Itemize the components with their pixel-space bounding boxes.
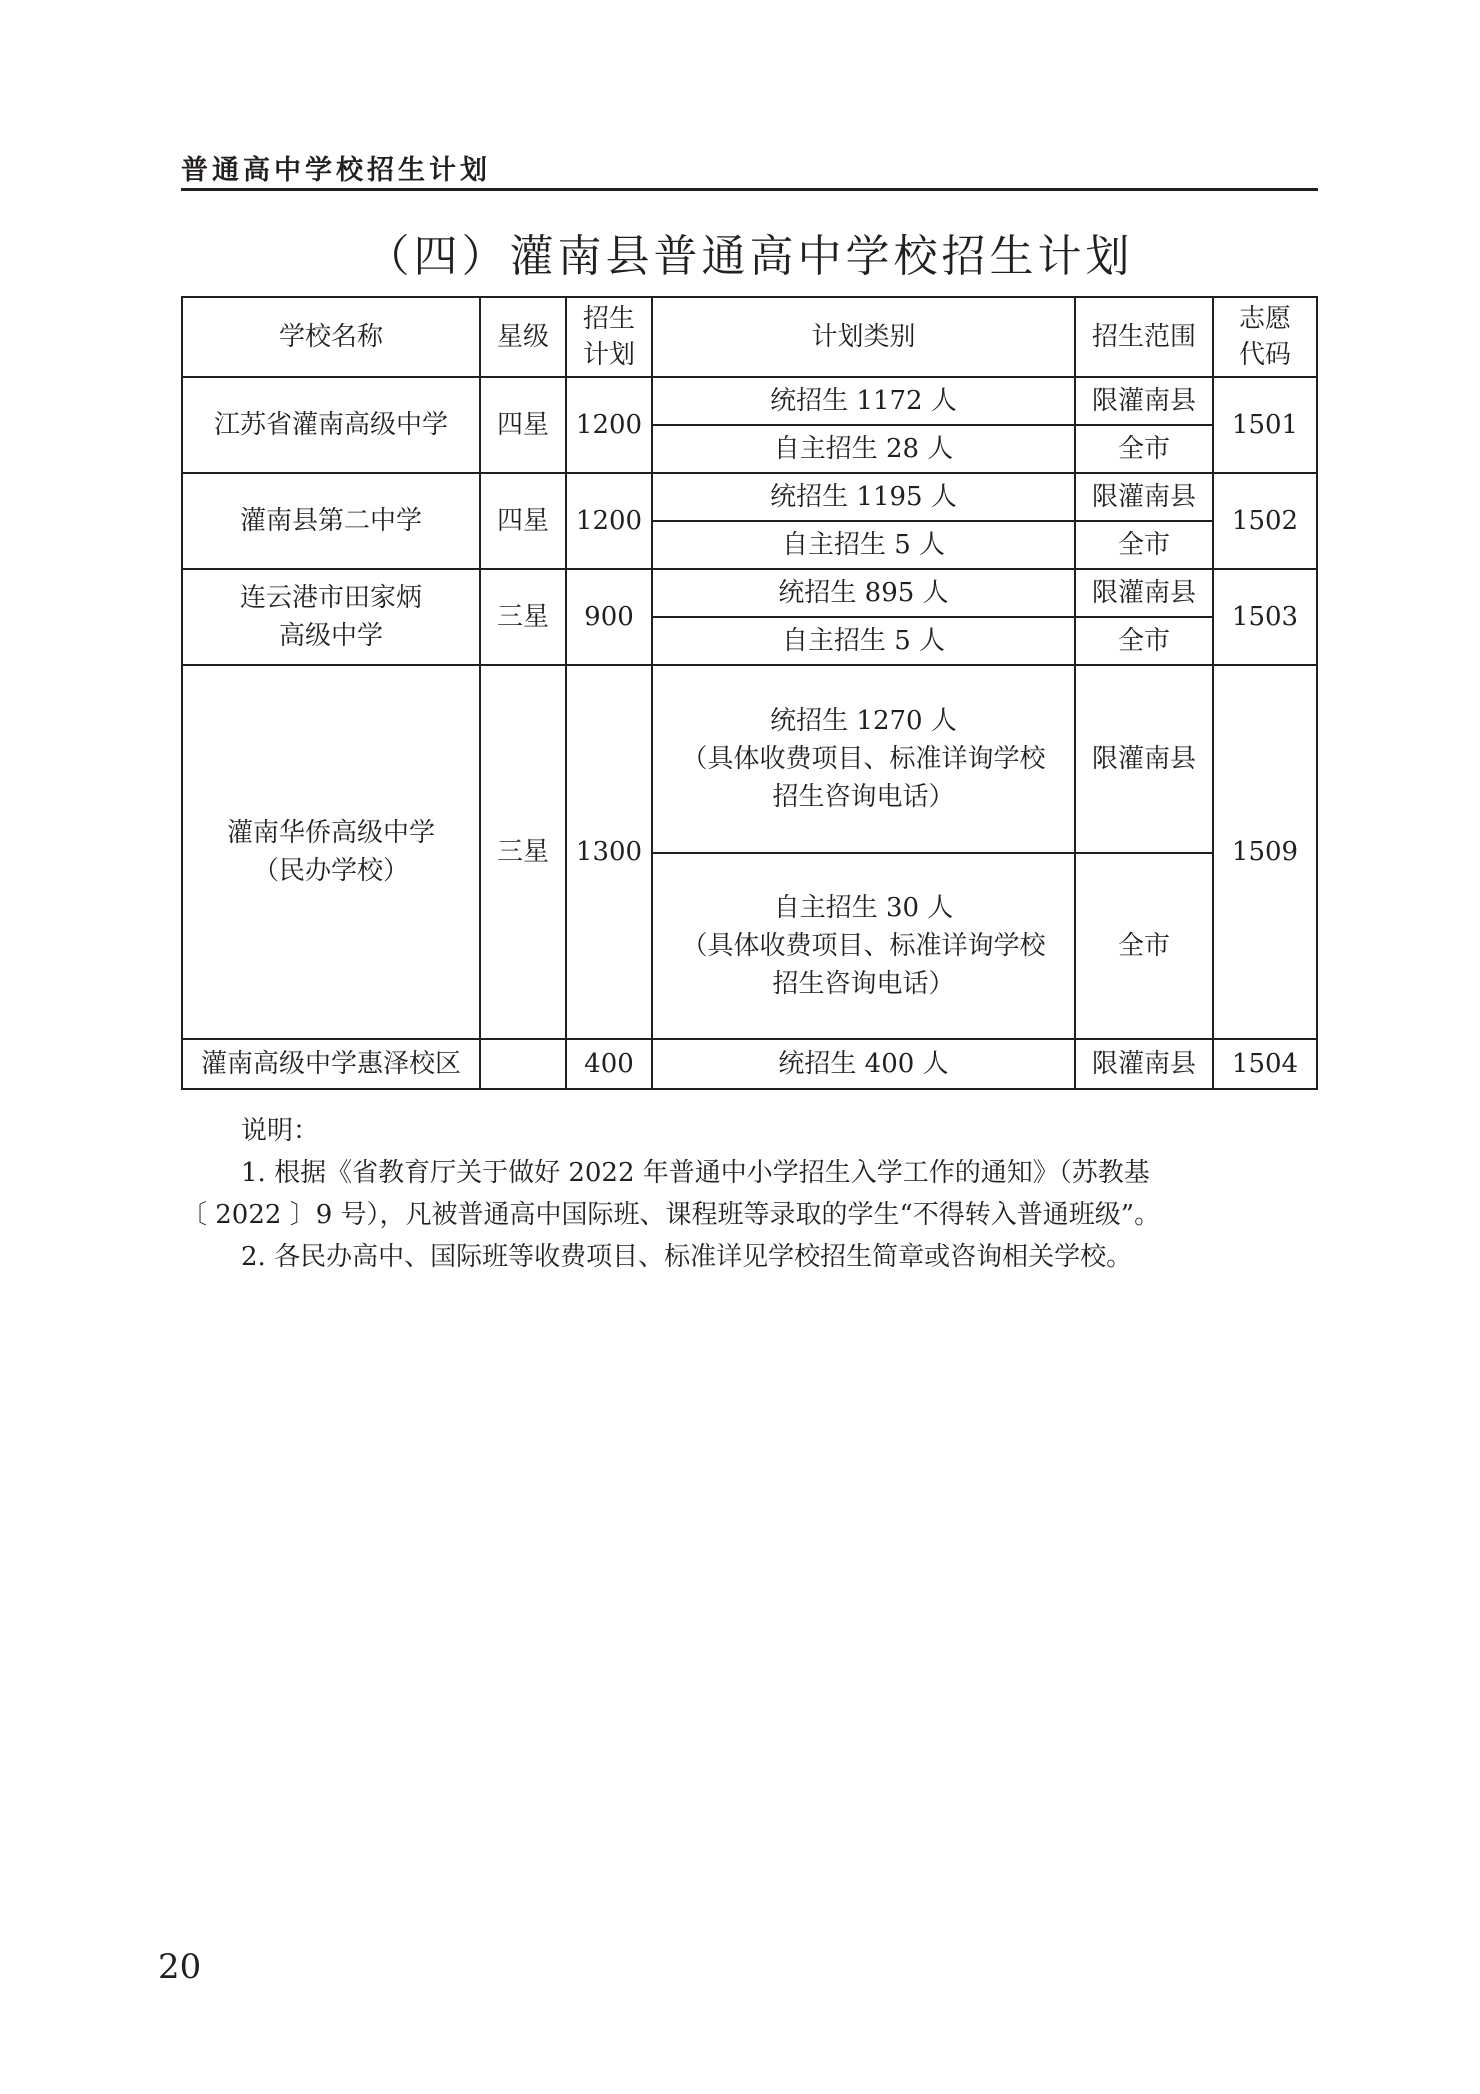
category-line: 招生咨询电话） [772,782,955,812]
school-name-cell [182,665,480,1039]
code-cell: 1503 [1213,569,1317,665]
star-level-cell [480,1039,566,1089]
scope-cell: 全市 [1075,425,1213,473]
scope-cell: 全市 [1075,617,1213,665]
notes-heading: 说明： [241,1116,320,1146]
scope-cell: 全市 [1075,521,1213,569]
header-code-line1: 志愿 [1238,304,1291,334]
category-cell: 统招生 1172 人 [652,377,1075,425]
category-cell: 统招生 895 人 [652,569,1075,617]
code-cell: 1509 [1213,665,1317,1039]
header-plan [566,297,652,377]
header-plan-category: 计划类别 [652,297,1075,377]
header-code-line2: 代码 [1238,340,1291,370]
category-cell: 自主招生 28 人 [652,425,1075,473]
school-name-line: 灌南华侨高级中学 [226,818,435,848]
header-school-name: 学校名称 [182,297,480,377]
table-header-row [182,297,1317,377]
star-level-cell: 四星 [480,377,566,473]
plan-cell: 1200 [566,473,652,569]
running-header: 普通高中学校招生计划 [181,155,491,186]
table-row [182,473,1317,521]
header-plan-line2: 计划 [582,340,635,370]
code-cell: 1502 [1213,473,1317,569]
category-line: （具体收费项目、标准详询学校 [681,931,1046,961]
scope-cell: 限灌南县 [1075,665,1213,853]
category-line: 自主招生 30 人 [773,893,954,923]
enrollment-plan-table [181,296,1318,1090]
note-2: 2. 各民办高中、国际班等收费项目、标准详见学校招生简章或咨询相关学校。 [241,1242,1133,1272]
scope-cell: 限灌南县 [1075,1039,1213,1089]
category-cell [652,665,1075,853]
school-name-cell: 灌南高级中学惠泽校区 [182,1039,480,1089]
header-star-level: 星级 [480,297,566,377]
plan-cell: 1200 [566,377,652,473]
school-name-line: （民办学校） [252,856,409,886]
code-cell: 1504 [1213,1039,1317,1089]
plan-cell: 900 [566,569,652,665]
table-row [182,377,1317,425]
note-1-line-2: 〔 2022 〕9 号），凡被普通高中国际班、课程班等录取的学生“不得转入普通班级”。 [181,1200,1161,1230]
code-cell: 1501 [1213,377,1317,473]
scope-cell: 限灌南县 [1075,377,1213,425]
category-line: （具体收费项目、标准详询学校 [681,744,1046,774]
category-line: 招生咨询电话） [772,969,955,999]
school-name-cell [182,569,480,665]
notes [181,1110,1331,1278]
star-level-cell: 四星 [480,473,566,569]
star-level-cell: 三星 [480,569,566,665]
page-number: 20 [158,1947,202,1987]
school-name-line: 高级中学 [278,621,383,651]
scope-cell: 全市 [1075,853,1213,1039]
category-cell: 统招生 1195 人 [652,473,1075,521]
school-name-cell: 江苏省灌南高级中学 [182,377,480,473]
table-row [182,1039,1317,1089]
category-cell: 自主招生 5 人 [652,521,1075,569]
note-1-line-1: 1. 根据《省教育厅关于做好 2022 年普通中小学招生入学工作的通知》（苏教基 [241,1158,1150,1188]
table-row [182,665,1317,853]
category-cell: 自主招生 5 人 [652,617,1075,665]
star-level-cell: 三星 [480,665,566,1039]
school-name-cell: 灌南县第二中学 [182,473,480,569]
header-scope: 招生范围 [1075,297,1213,377]
category-cell [652,853,1075,1039]
section-title: （四）灌南县普通高中学校招生计划 [365,231,1134,282]
plan-cell: 1300 [566,665,652,1039]
header-rule [181,188,1318,191]
header-plan-line1: 招生 [582,304,635,334]
category-line: 统招生 1270 人 [770,706,957,736]
scope-cell: 限灌南县 [1075,473,1213,521]
scope-cell: 限灌南县 [1075,569,1213,617]
header-code [1213,297,1317,377]
category-cell: 统招生 400 人 [652,1039,1075,1089]
table-row [182,569,1317,617]
school-name-line: 连云港市田家炳 [239,583,422,613]
plan-cell: 400 [566,1039,652,1089]
